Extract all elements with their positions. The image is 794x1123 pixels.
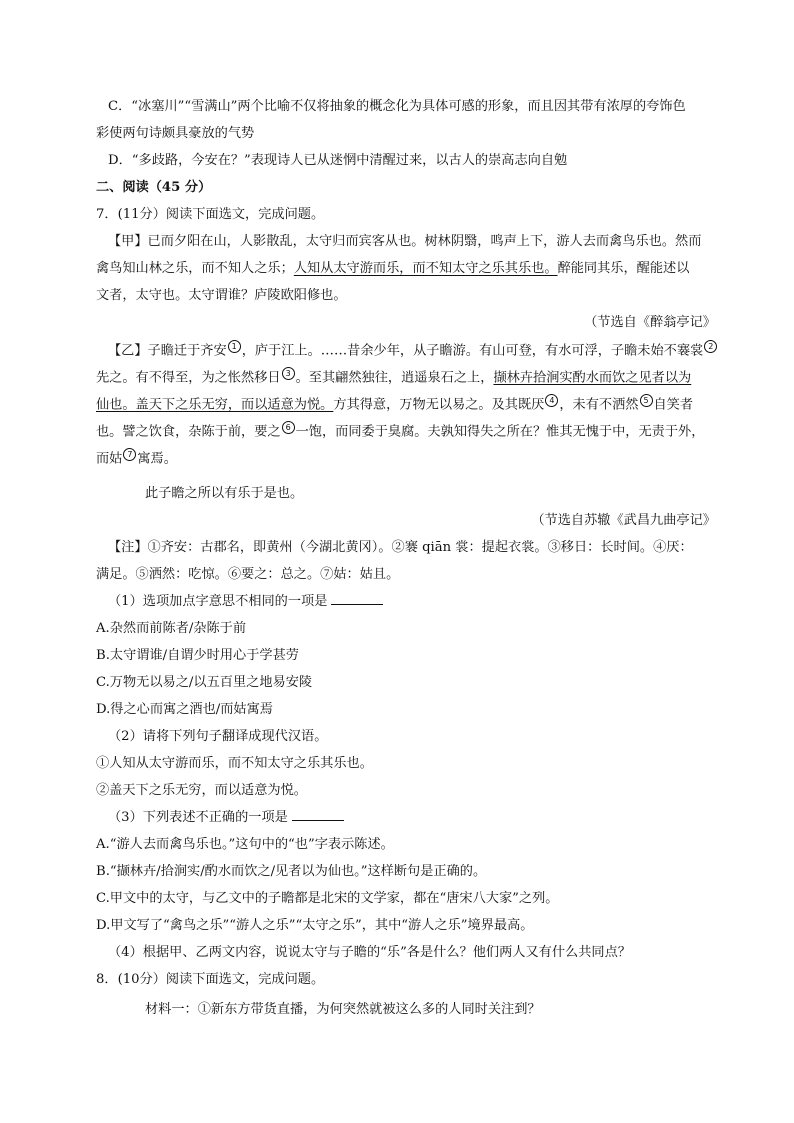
- note-marker-6: 6: [282, 421, 295, 434]
- sub1-option-b: B.太守谓谁/自谓少时用心于学甚劳: [96, 648, 299, 663]
- sub1-option-a: A.杂然而前陈者/杂陈于前: [96, 621, 247, 636]
- jia-source: （节选自《醉翁亭记》: [584, 315, 716, 330]
- sub2-sentence-1: ①人知从太守游而乐，而不知太守之乐其乐也。: [96, 756, 373, 771]
- yi-line-5: 而姑 7 寓焉。: [96, 450, 177, 467]
- yi-source: （节选自苏辙《武昌九曲亭记》: [531, 513, 716, 528]
- answer-blank-3: [292, 808, 344, 821]
- sub-question-2: （2）请将下列句子翻译成现代汉语。: [108, 729, 328, 744]
- sub3-option-a: A.“游人去而禽鸟乐也。”这句中的“也”字表示陈述。: [96, 837, 394, 852]
- yi-line-6: 此子瞻之所以有乐于是也。: [145, 486, 304, 501]
- sub-question-4: （4）根据甲、乙两文内容，说说太守与子瞻的“乐”各是什么？他们两人又有什么共同点？: [108, 945, 631, 960]
- notes-line-1: 【注】①齐安：古郡名，即黄州（今湖北黄冈）。②褰 qiān 裳：提起衣裳。③移日：长时间。④厌：: [108, 540, 693, 555]
- underlined-sentence-1: 人知从太守游而乐，而不知太守之乐其乐也。: [293, 261, 558, 276]
- sub-question-3: （3）下列表述不正确的一项是: [108, 808, 344, 828]
- jia-line-3: 文者，太守也。太守谓谁？庐陵欧阳修也。: [96, 288, 347, 303]
- option-c-line1: C．“冰塞川”“雪满山”两个比喻不仅将抽象的概念化为具体可感的形象，而且因其带有浓厚的夸饰色: [108, 99, 686, 114]
- sub1-option-c: C.万物无以易之/以五百里之地易安陵: [96, 675, 313, 690]
- underlined-sentence-2: 撷林卉拾涧实酌水而饮之见者以为: [493, 370, 692, 386]
- note-marker-5: 5: [640, 394, 653, 407]
- notes-line-2: 满足。⑤洒然：吃惊。⑥要之：总之。⑦姑：姑且。: [96, 567, 400, 582]
- jia-line-2: 禽鸟知山林之乐，而不知人之乐；人知从太守游而乐，而不知太守之乐其乐也。醉能同其乐，醒能述以: [96, 261, 690, 276]
- yi-line-1: 【乙】子瞻迁于齐安 1 ，庐于江上。……昔余少年，从子瞻游。有山可登，有水可浮，子瞻未始不褰裳 2: [108, 340, 718, 361]
- sub1-option-d: D.得之心而寓之酒也/而姑寓焉: [96, 702, 273, 717]
- material-1: 材料一：①新东方带货直播，为何突然就被这么多的人同时关注到？: [145, 1002, 541, 1017]
- sub3-option-d: D.甲文写了“禽鸟之乐”“游人之乐”“太守之乐”，其中“游人之乐”境界最高。: [96, 918, 534, 933]
- sub3-option-b: B.“撷林卉/拾涧实/酌水而饮之/见者以为仙也。”这样断句是正确的。: [96, 864, 487, 879]
- jia-line-1: 【甲】已而夕阳在山，人影散乱，太守归而宾客从也。树林阴翳，鸣声上下，游人去而禽鸟乐也。然而: [108, 234, 702, 249]
- sub2-sentence-2: ②盖天下之乐无穷，而以适意为悦。: [96, 783, 307, 798]
- note-marker-4: 4: [545, 394, 558, 407]
- sub3-option-c: C.甲文中的太守，与乙文中的子瞻都是北宋的文学家，都在“唐宋八大家”之列。: [96, 891, 559, 906]
- yi-line-4: 也。譬之饮食，杂陈于前，要之 6 一饱，而同委于臭腐。夫孰知得失之所在？惟其无愧于中，无责于外，: [96, 423, 705, 440]
- note-marker-7: 7: [123, 448, 136, 461]
- note-marker-2: 2: [704, 340, 717, 353]
- note-marker-3: 3: [282, 367, 295, 380]
- option-d-line: D．“多歧路，今安在？”表现诗人已从迷惘中清醒过来，以古人的崇高志向自勉: [108, 153, 568, 168]
- note-marker-1: 1: [228, 340, 241, 353]
- yi-line-2: 先之。有不得至，为之怅然移日 3 。至其翩然独往，逍遥泉石之上，撷林卉拾涧实酌水而饮之见者以为: [96, 369, 692, 386]
- option-c-line2: 彩使两句诗颇具豪放的气势: [96, 126, 255, 141]
- yi-line-3: 仙也。盖天下之乐无穷，而以适意为悦。方其得意，万物无以易之。及其既厌 4 ，未有不洒然 5 自笑者: [96, 396, 694, 413]
- section-heading: 二、阅读（45 分）: [96, 180, 212, 195]
- question-7-header: 7．(11分）阅读下面选文，完成问题。: [96, 207, 325, 222]
- sub-question-1: （1）选项加点字意思不相同的一项是: [108, 592, 383, 612]
- answer-blank-1: [331, 592, 383, 605]
- question-8-header: 8．(10分）阅读下面选文，完成问题。: [96, 972, 325, 987]
- underlined-sentence-3: 仙也。盖天下之乐无穷，而以适意为悦。: [96, 397, 334, 413]
